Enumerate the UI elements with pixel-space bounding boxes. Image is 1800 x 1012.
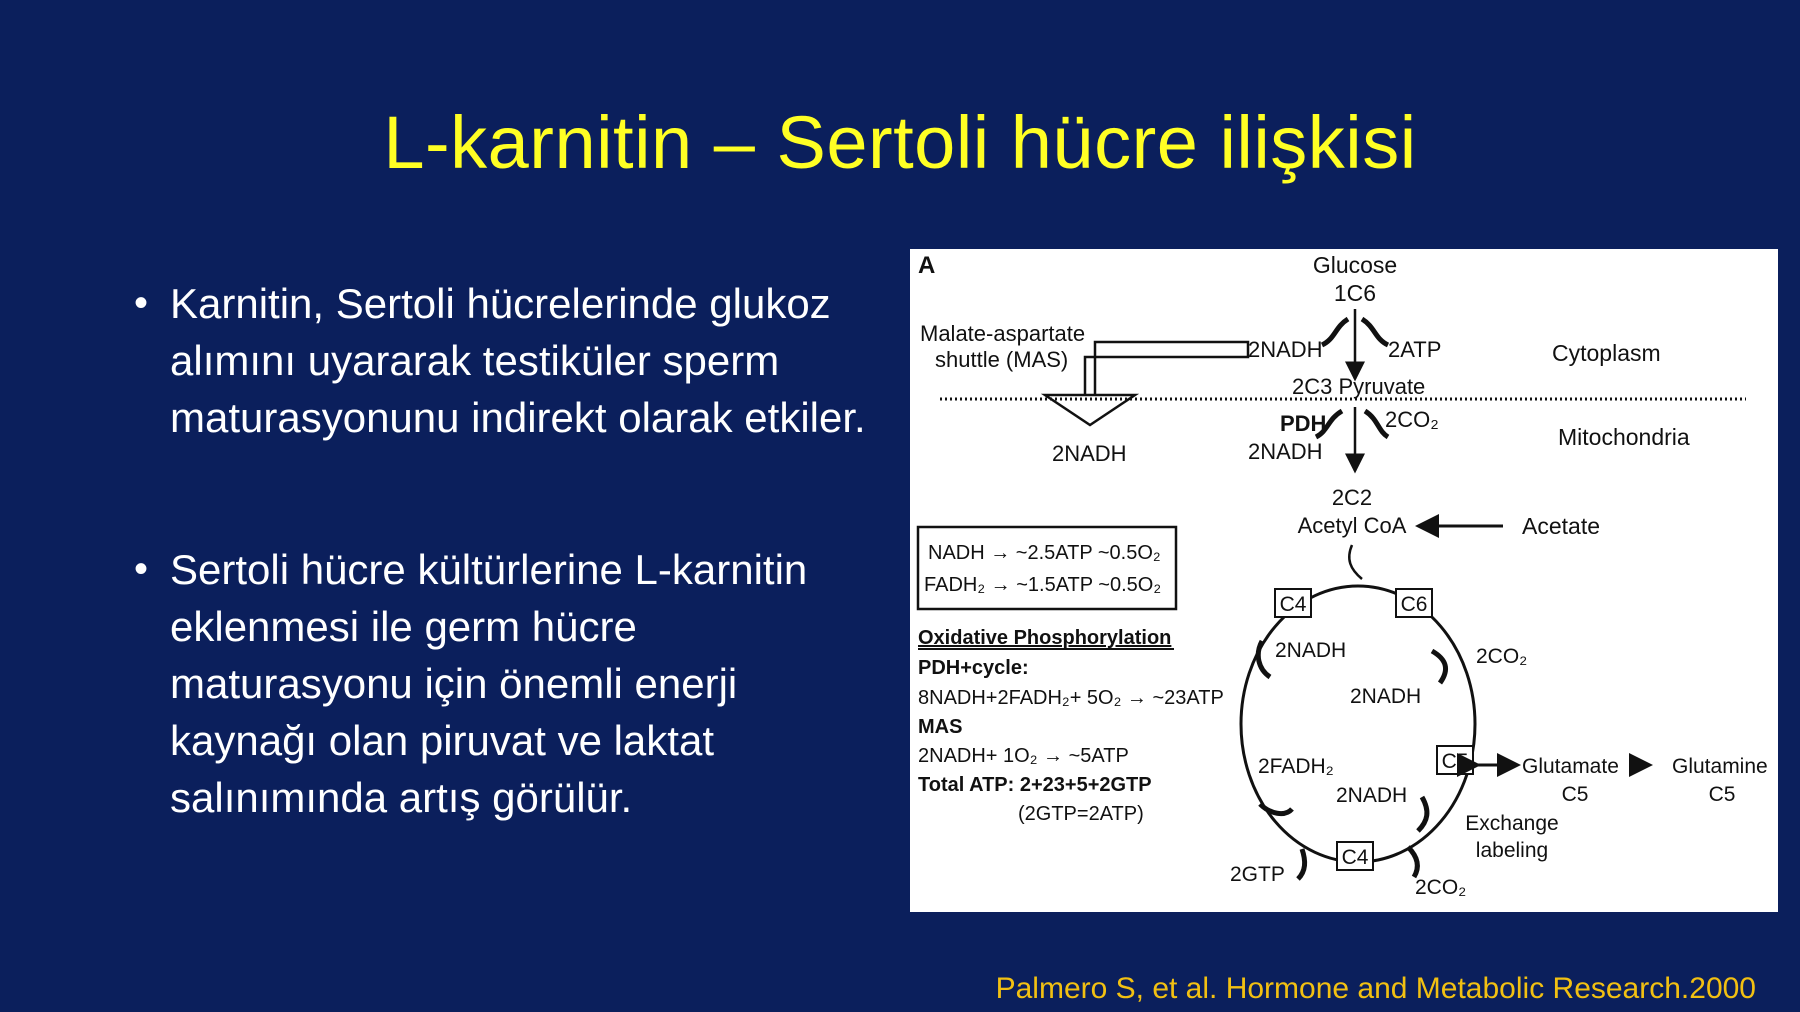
cytoplasm-label: Cytoplasm [1552,340,1661,366]
citation: Palmero S, et al. Hormone and Metabolic Research.2000 [995,972,1756,1005]
pyruvate-label: 2C3 Pyruvate [1292,374,1426,399]
nadh-top-label: 2NADH [1248,337,1323,362]
cycle-arrow-nadh3 [1418,797,1427,831]
mas-label-line2: shuttle (MAS) [935,347,1069,372]
cycle-arrow-co2 [1432,651,1446,683]
c6-top-label: 1C6 [1333,280,1377,306]
bullet-text: Sertoli hücre kültürlerine L-karnitin eklenmesi ile germ hücre maturasyonu için önemli enerji kaynağı olan piruvat ve laktat salınımında artış görülür. [170,546,808,821]
mas-shuttle-arrow [1045,342,1248,425]
cycle-arrow-co2-bottom [1408,847,1417,877]
gtp-note: (2GTP=2ATP) [1018,803,1144,825]
cycle-fadh: 2FADH₂ [1258,755,1334,778]
c2-label: 2C2 [1331,485,1373,510]
cycle-nadh-1: 2NADH [1275,639,1347,662]
nadh-pdh-label: 2NADH [1248,439,1323,464]
bullet-list [130,275,890,921]
pdh-label: PDH [1280,411,1327,436]
bullet-item [130,541,890,826]
cycle-nadh-2: 2NADH [1350,685,1422,708]
tca-cycle-circle [1241,586,1475,862]
co2-pdh-label: 2CO₂ [1385,407,1439,432]
mas-label-line1: Malate-aspartate [920,321,1086,346]
cycle-co2-1: 2CO₂ [1476,645,1528,668]
cycle-gtp: 2GTP [1230,863,1285,886]
oxphos-title: Oxidative Phosphorylation [918,627,1172,649]
mitochondria-label: Mitochondria [1558,424,1690,450]
box-line1: NADH → ~2.5ATP ~0.5O₂ [928,542,1161,564]
c4-top-label: C4 [1279,593,1307,616]
oxphos-equation-2: 2NADH+ 1O₂ → ~5ATP [918,745,1129,767]
nadh-mito-left-label: 2NADH [1052,441,1127,466]
equivalents-box [918,527,1176,609]
c5-label: C5 [1441,750,1469,773]
glutamate-c5-label: C5 [1561,783,1589,806]
cycle-arrow-nadh1 [1258,641,1270,677]
oxphos-equation-1: 8NADH+2FADH₂+ 5O₂ → ~23ATP [918,687,1224,709]
exchange-label-line2: labeling [1475,839,1549,862]
exchange-label-line1: Exchange [1465,812,1559,835]
acetyl-coa-label: Acetyl CoA [1297,513,1407,538]
mas-section-label: MAS [918,716,963,738]
atp-top-label: 2ATP [1388,337,1442,362]
metabolism-figure [910,249,1778,912]
box-line2: FADH₂ → ~1.5ATP ~0.5O₂ [924,574,1162,596]
c4-bottom-label: C4 [1341,846,1369,869]
pdh-cycle-label: PDH+cycle: [918,657,1029,679]
curved-arrow-right [1362,319,1388,345]
glutamine-c5-label: C5 [1708,783,1736,806]
bullet-dot-icon: • [134,281,149,325]
cycle-co2-2: 2CO₂ [1415,876,1467,899]
glutamine-label: Glutamine [1672,755,1768,778]
cycle-arrow-fadh [1260,804,1292,814]
pathway-diagram [910,249,1778,912]
cycle-arrow-gtp [1298,849,1305,879]
bullet-dot-icon: • [134,547,149,591]
bullet-text: Karnitin, Sertoli hücrelerinde glukoz alımını uyararak testiküler sperm maturasyonunu indirekt olarak etkiler. [170,280,866,441]
slide-title: L-karnitin – Sertoli hücre ilişkisi [383,101,1417,184]
acetate-label: Acetate [1522,513,1600,539]
curved-arrow-left [1322,319,1348,345]
total-atp-label: Total ATP: 2+23+5+2GTP [918,774,1152,796]
acetyl-coa-connector [1349,545,1362,579]
glucose-label: Glucose [1312,252,1398,278]
c6-label: C6 [1400,593,1428,616]
bullet-item [130,275,890,446]
cycle-nadh-3: 2NADH [1336,784,1408,807]
glutamate-label: Glutamate [1522,755,1619,778]
panel-label: A [918,252,936,279]
